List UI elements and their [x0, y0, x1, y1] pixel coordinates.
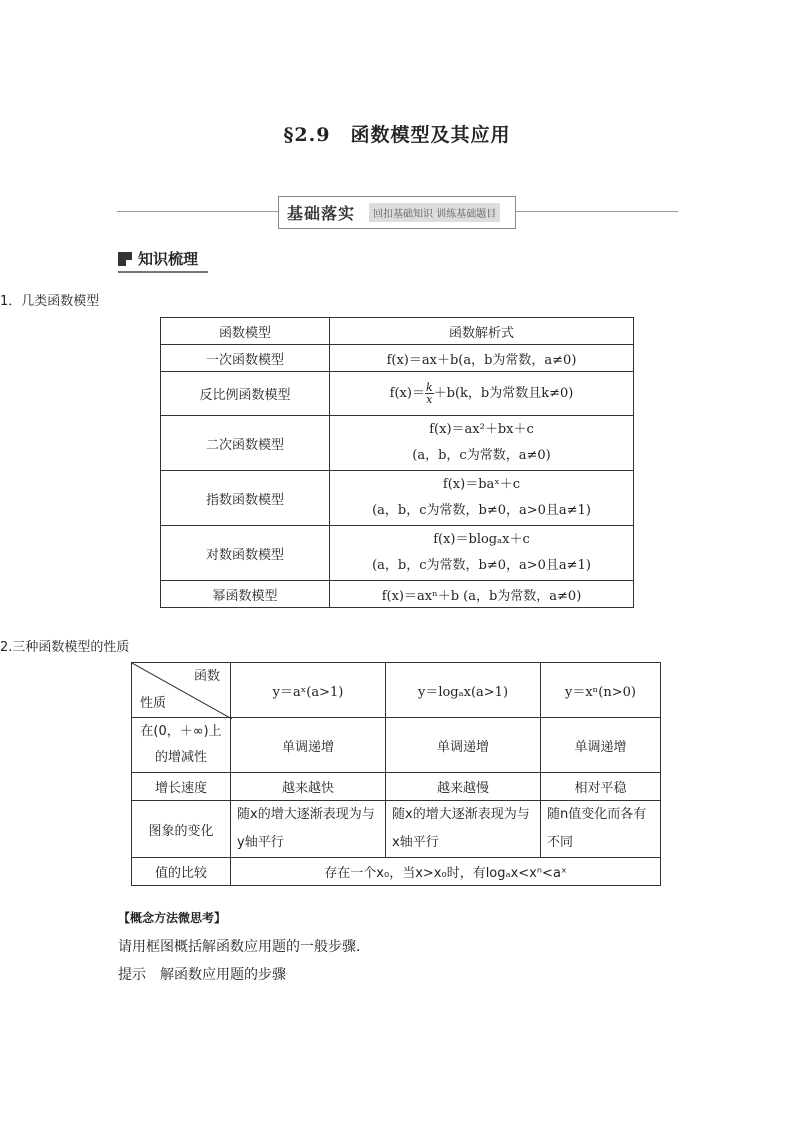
item2-heading: 2.三种函数模型的性质: [0, 640, 130, 655]
formula-cell: [330, 526, 634, 581]
row-label: 值的比较: [132, 858, 231, 886]
section-heading: [118, 248, 208, 273]
row-label-line: 的增减性: [154, 750, 207, 765]
row-label: 图象的变化: [132, 801, 231, 858]
property-cell: 相对平稳: [541, 773, 661, 801]
formula-line: f(x)＝blogₐx＋c: [433, 532, 530, 547]
property-cell: 越来越快: [231, 773, 386, 801]
section-banner: [278, 196, 516, 229]
formula-condition: (a，b，c为常数，b≠0，a>0且a≠1): [372, 558, 591, 573]
banner-line-right: [516, 211, 678, 212]
table-row: [161, 581, 634, 608]
property-cell: 单调递增: [541, 718, 661, 773]
model-cell: 对数函数模型: [161, 526, 330, 581]
property-cell: 随x的增大逐渐表现为与y轴平行: [231, 801, 386, 858]
table-row: [132, 858, 661, 886]
formula-line: f(x)＝baˣ＋c: [442, 477, 521, 492]
table-row: [132, 773, 661, 801]
property-cell: 随n值变化而各有不同: [541, 801, 661, 858]
corner-top-label: 函数: [193, 669, 220, 684]
formula-cell: [330, 416, 634, 471]
item1-heading: 1．几类函数模型: [0, 294, 100, 309]
header-cell: 函数解析式: [330, 318, 634, 345]
column-header: y＝aˣ(a>1): [231, 663, 386, 718]
row-label: 增长速度: [132, 773, 231, 801]
row-label-line: 在(0，＋∞)上: [140, 724, 222, 739]
function-model-table: [160, 317, 634, 608]
formula-condition: (a，b，c为常数，a≠0): [412, 448, 551, 463]
banner-subtitle: 回扣基础知识 训练基础题目: [369, 203, 500, 222]
page-title: §2.9 函数模型及其应用: [283, 124, 511, 146]
hint-text: 提示 解函数应用题的步骤: [118, 967, 286, 983]
model-cell: 幂函数模型: [161, 581, 330, 608]
formula-cell: f(x)＝axⁿ＋b (a，b为常数，a≠0): [330, 581, 634, 608]
table-row: [161, 345, 634, 372]
square-bullet-icon: [118, 252, 132, 266]
formula-cell: [330, 471, 634, 526]
fraction: [425, 382, 434, 405]
corner-bottom-label: 性质: [140, 696, 167, 711]
section-label: 知识梳理: [138, 250, 199, 268]
formula-cell: [330, 372, 634, 416]
fraction-numerator: k: [425, 381, 433, 394]
property-table: [131, 662, 661, 886]
table-row: [161, 471, 634, 526]
column-header: y＝logₐx(a>1): [386, 663, 541, 718]
formula-line: f(x)＝ax²＋bx＋c: [429, 422, 534, 437]
property-cell: 随x的增大逐渐表现为与x轴平行: [386, 801, 541, 858]
table-row: [132, 801, 661, 858]
formula-prefix: f(x)＝: [389, 386, 425, 401]
banner-line-left: [117, 211, 278, 212]
model-cell: 一次函数模型: [161, 345, 330, 372]
table-header-row: [161, 318, 634, 345]
property-cell: 越来越慢: [386, 773, 541, 801]
comparison-cell: 存在一个x₀，当x>x₀时，有logₐx<xⁿ<aˣ: [231, 858, 661, 886]
formula-cell: f(x)＝ax＋b(a，b为常数，a≠0): [330, 345, 634, 372]
banner-title: 基础落实: [287, 204, 356, 223]
table-header-row: [132, 663, 661, 718]
diagonal-header-cell: [132, 663, 231, 718]
question-text: 请用框图概括解函数应用题的一般步骤．: [118, 939, 370, 955]
table-row: [161, 372, 634, 416]
fraction-denominator: x: [426, 393, 433, 406]
formula-suffix: ＋b(k，b为常数且k≠0): [433, 386, 574, 401]
column-header: y＝xⁿ(n>0): [541, 663, 661, 718]
header-cell: 函数模型: [161, 318, 330, 345]
table-row: [161, 526, 634, 581]
model-cell: 指数函数模型: [161, 471, 330, 526]
property-cell: 单调递增: [386, 718, 541, 773]
row-label: [132, 718, 231, 773]
table-row: [161, 416, 634, 471]
property-cell: 单调递增: [231, 718, 386, 773]
concept-label: 【概念方法微思考】: [118, 911, 227, 925]
table-row: [132, 718, 661, 773]
formula-condition: (a，b，c为常数，b≠0，a>0且a≠1): [372, 503, 591, 518]
model-cell: 反比例函数模型: [161, 372, 330, 416]
model-cell: 二次函数模型: [161, 416, 330, 471]
